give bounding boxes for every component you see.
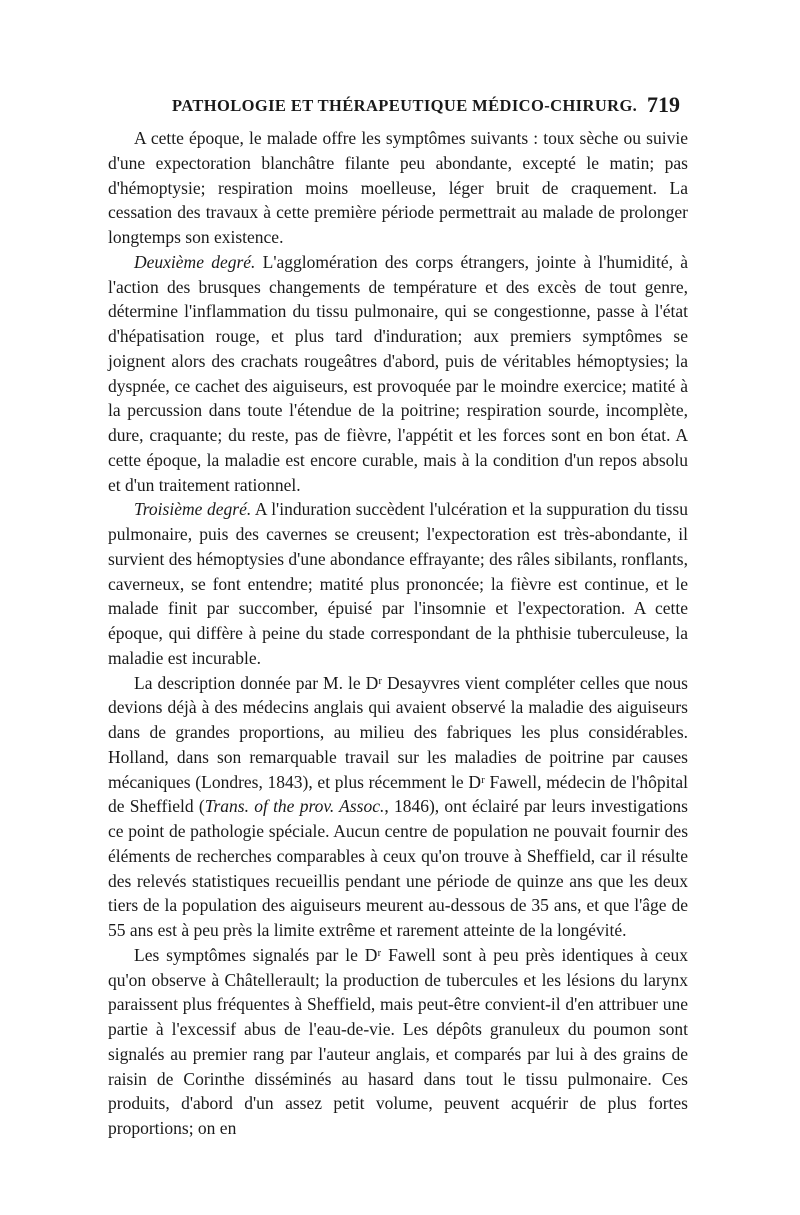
paragraph-text: A cette époque, le malade offre les symptômes suivants : toux sèche ou suivie d'une expectoration blanchâtre filante peu abondante, excepté le matin; pas d'hémoptysie; respiration moins moelleuse, léger bruit de craquement. La cessation des travaux à cette première période permettrait au malade de prolonger longtemps son existence. xyxy=(108,128,688,247)
paragraph-first-stage xyxy=(108,126,688,250)
paragraph-text: , 1846), ont éclairé par leurs investigations ce point de pathologie spéciale. Aucun centre de population ne pouvait fournir des éléments de recherches comparables à ceux qu'on trouve à Sheffield, car il résulte des relevés statistiques recueillis pendant une période de quinze ans que les deux tiers de la population des aiguiseurs meurent au-dessous de 35 ans, et que l'âge de 55 ans est à peu près la limite extrême et rarement atteinte de la longévité. xyxy=(108,796,688,940)
paragraph-symptoms xyxy=(108,943,688,1141)
body-text xyxy=(108,126,688,1141)
paragraph-second-degree xyxy=(108,250,688,498)
paragraph-text: L'agglomération des corps étrangers, jointe à l'humidité, à l'action des brusques changements de température et des excès de tout genre, détermine l'inflammation du tissu pulmonaire, qui se congestionne, passe à l'état d'hépatisation rouge, et plus tard d'induration; aux premiers symptômes se joignent alors des crachats rougeâtres d'abord, puis de véritables hémoptysies; la dyspnée, ce cachet des aiguiseurs, est provoquée par le moindre exercice; matité à la percussion dans toute l'étendue de la poitrine; respiration sourde, incomplète, dure, craquante; du reste, pas de fièvre, l'appétit et les forces sont en bon état. A cette époque, la maladie est encore curable, mais à la condition d'un repos absolu et d'un traitement rationnel. xyxy=(108,251,688,495)
page-number: 719 xyxy=(647,92,680,117)
paragraph-text: Les symptômes signalés par le Dʳ Fawell sont à peu près identiques à ceux qu'on observe à Châtellerault; la production de tubercules et les lésions du larynx paraissent plus fréquentes à Sheffield, mais peut-être convient-il d'en attribuer une partie à l'excessif abus de l'eau-de-vie. Les dépôts granuleux du poumon sont signalés au premier rang par l'auteur anglais, et comparés par lui à des grains de raisin de Corinthe disséminés au hasard dans tout le tissu pulmonaire. Ces produits, d'abord d'un assez petit volume, peuvent acquérir de plus fortes proportions; on en xyxy=(108,944,688,1138)
section-label-third-degree: Troisième degré. xyxy=(134,499,252,520)
citation-italic: Trans. of the prov. Assoc. xyxy=(204,796,385,817)
paragraph-description xyxy=(108,671,688,943)
section-label-second-degree: Deuxième degré. xyxy=(134,251,256,272)
running-title: PATHOLOGIE ET THÉRAPEUTIQUE MÉDICO-CHIRURG. xyxy=(172,96,638,115)
paragraph-text: A l'induration succèdent l'ulcération et la suppuration du tissu pulmonaire, puis des cavernes se creusent; l'expectoration est très-abondante, il survient des hémoptysies d'une abondance effrayante; des râles sibilants, ronflants, caverneux, se font entendre; matité plus prononcée; la fièvre est continue, et le malade finit par succomber, épuisé par l'insomnie et l'expectoration. A cette époque, qui diffère à peine du stade correspondant de la phthisie tuberculeuse, la maladie est incurable. xyxy=(108,499,688,668)
paragraph-text: La description donnée par M. le Dʳ Desayvres vient compléter celles que nous devions déjà à des médecins anglais qui avaient observé la maladie des aiguiseurs dans de grandes proportions, au milieu des fabriques les plus considérables. Holland, dans son remarquable travail sur les maladies de poitrine par causes mécaniques (Londres, 1843), et plus récemment le Dʳ Fawell, médecin de l'hôpital de Sheffield ( xyxy=(108,672,688,817)
paragraph-third-degree xyxy=(108,497,688,670)
page-header xyxy=(108,92,680,122)
